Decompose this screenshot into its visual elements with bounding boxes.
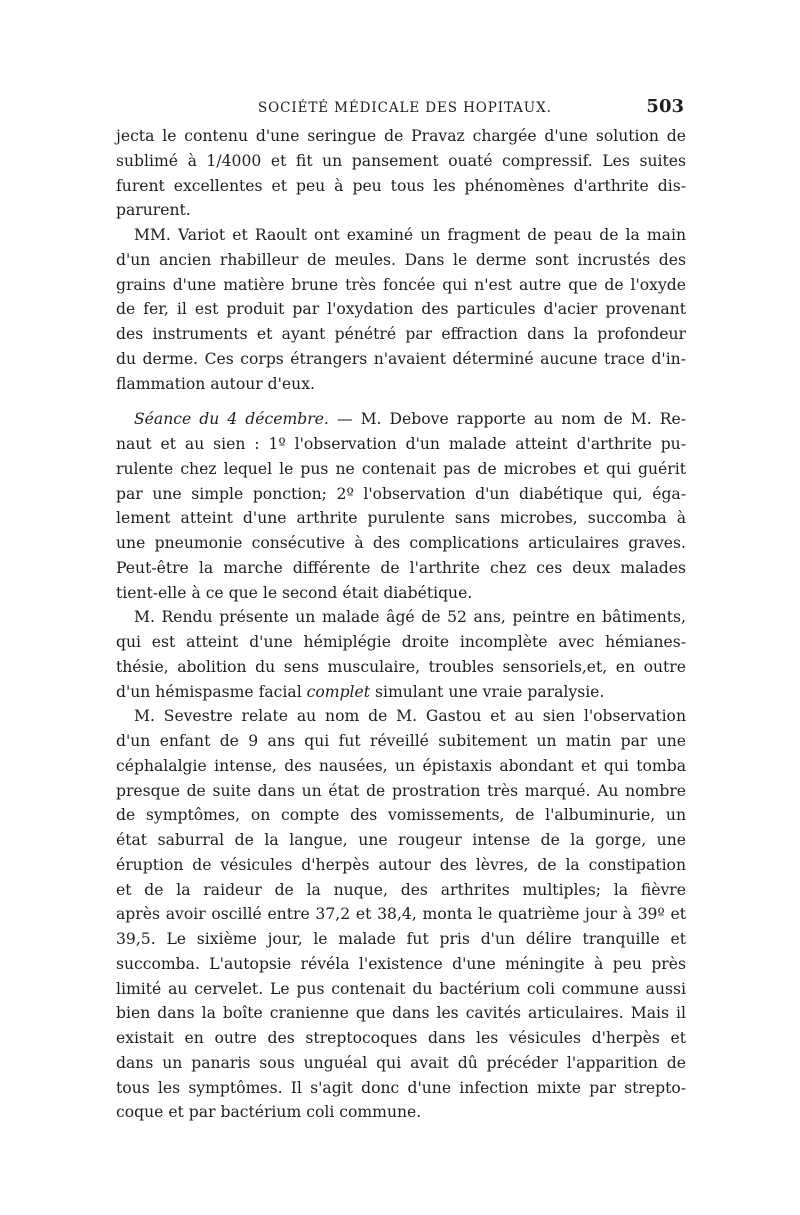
text-line: qui est atteint d'une hémiplégie droite incomplète avec hémianes- (116, 633, 686, 651)
text-line: rulente chez lequel le pus ne contenait pas de microbes et qui guérit (116, 459, 686, 478)
paragraph-sevestre (116, 704, 686, 1125)
text-line: du derme. Ces corps étrangers n'avaient déterminé aucune trace d'in- (116, 349, 686, 368)
text-line: flammation autour d'eux. (116, 374, 315, 393)
text-line: tous les symptômes. Il s'agit donc d'une infection mixte par strepto- (116, 1078, 686, 1097)
text-line: limité au cervelet. Le pus contenait du bactérium coli commune aussi (116, 979, 686, 998)
text-line: naut et au sien : 1º l'observation d'un malade atteint d'arthrite pu- (116, 435, 686, 453)
text-line: parurent. (116, 201, 191, 220)
seance-heading: Séance du 4 décembre. (134, 410, 329, 429)
text-line: M. Rendu présente un malade âgé de 52 ans, peintre en bâtiments, (134, 608, 686, 627)
text-line: furent excellentes et peu à peu tous les phénomènes d'arthrite dis- (116, 176, 686, 195)
text-line: sublimé à 1/4000 et fit un pansement ouaté compressif. Les suites (116, 151, 686, 170)
text-line: jecta le contenu d'une seringue de Pravaz chargée d'une solution de (116, 127, 686, 145)
text-segment: simulant une vraie paralysie. (370, 682, 605, 701)
running-head (118, 96, 688, 120)
text-line: grains d'une matière brune très foncée qui n'est autre que de l'oxyde (116, 275, 686, 294)
text-line (116, 680, 686, 705)
text-line: une pneumonie consécutive à des complications articulaires graves. (116, 534, 686, 552)
text-line: coque et par bactérium coli commune. (116, 1103, 422, 1122)
text-segment: — M. Debove rapporte au nom de M. Re- (328, 410, 686, 429)
paragraph-rendu (116, 605, 686, 704)
paragraph-variot-raoult (116, 223, 686, 396)
text-line: état saburral de la langue, une rougeur intense de la gorge, une (116, 831, 686, 849)
text-line: lement atteint d'une arthrite purulente sans microbes, succomba à (116, 509, 686, 528)
text-line: d'un ancien rhabilleur de meules. Dans le derme sont incrustés des (116, 250, 686, 269)
text-line: de symptômes, on compte des vomissements, de l'albuminurie, un (116, 806, 686, 825)
text-line: par une simple ponction; 2º l'observation d'un diabétique qui, éga- (116, 484, 686, 503)
text-line: dans un panaris sous unguéal qui avait dû précéder l'apparition de (116, 1053, 686, 1072)
text-line: thésie, abolition du sens musculaire, troubles sensoriels,et, en outre (116, 657, 686, 676)
text-line: tient-elle à ce que le second était diabétique. (116, 583, 473, 602)
text-line: après avoir oscillé entre 37,2 et 38,4, monta le quatrième jour à 39º et (116, 905, 686, 924)
text-line: existait en outre des streptocoques dans les vésicules d'herpès et (116, 1029, 686, 1047)
text-line: des instruments et ayant pénétré par effraction dans la profondeur (116, 325, 686, 343)
text-line: bien dans la boîte cranienne que dans les cavités articulaires. Mais il (116, 1004, 686, 1023)
text-line: éruption de vésicules d'herpès autour des lèvres, de la constipation (116, 855, 686, 874)
running-head-title: SOCIÉTÉ MÉDICALE DES HOPITAUX. (258, 100, 552, 116)
paragraph-sublime-treatment (116, 124, 686, 223)
page-number: 503 (646, 96, 684, 117)
text-line: M. Sevestre relate au nom de M. Gastou et au sien l'observation (134, 707, 686, 726)
text-line: céphalalgie intense, des nausées, un épistaxis abondant et qui tomba (116, 756, 686, 775)
text-line: d'un enfant de 9 ans qui fut réveillé subitement un matin par une (116, 732, 686, 750)
text-segment: d'un hémispasme facial (116, 682, 307, 701)
italic-word: complet (306, 682, 371, 701)
body-text (116, 124, 686, 1125)
paragraph-seance-debove (116, 407, 686, 605)
text-line: presque de suite dans un état de prostration très marqué. Au nombre (116, 781, 686, 800)
text-line (116, 407, 686, 432)
text-line: succomba. L'autopsie révéla l'existence d'une méningite à peu près (116, 954, 686, 973)
text-line: de fer, il est produit par l'oxydation des particules d'acier provenant (116, 300, 686, 319)
text-line: MM. Variot et Raoult ont examiné un fragment de peau de la main (134, 226, 686, 244)
text-line: 39,5. Le sixième jour, le malade fut pris d'un délire tranquille et (116, 930, 686, 948)
section-gap (116, 396, 686, 407)
text-line: et de la raideur de la nuque, des arthrites multiples; la fièvre (116, 880, 686, 899)
text-line: Peut-être la marche différente de l'arthrite chez ces deux malades (116, 558, 686, 577)
